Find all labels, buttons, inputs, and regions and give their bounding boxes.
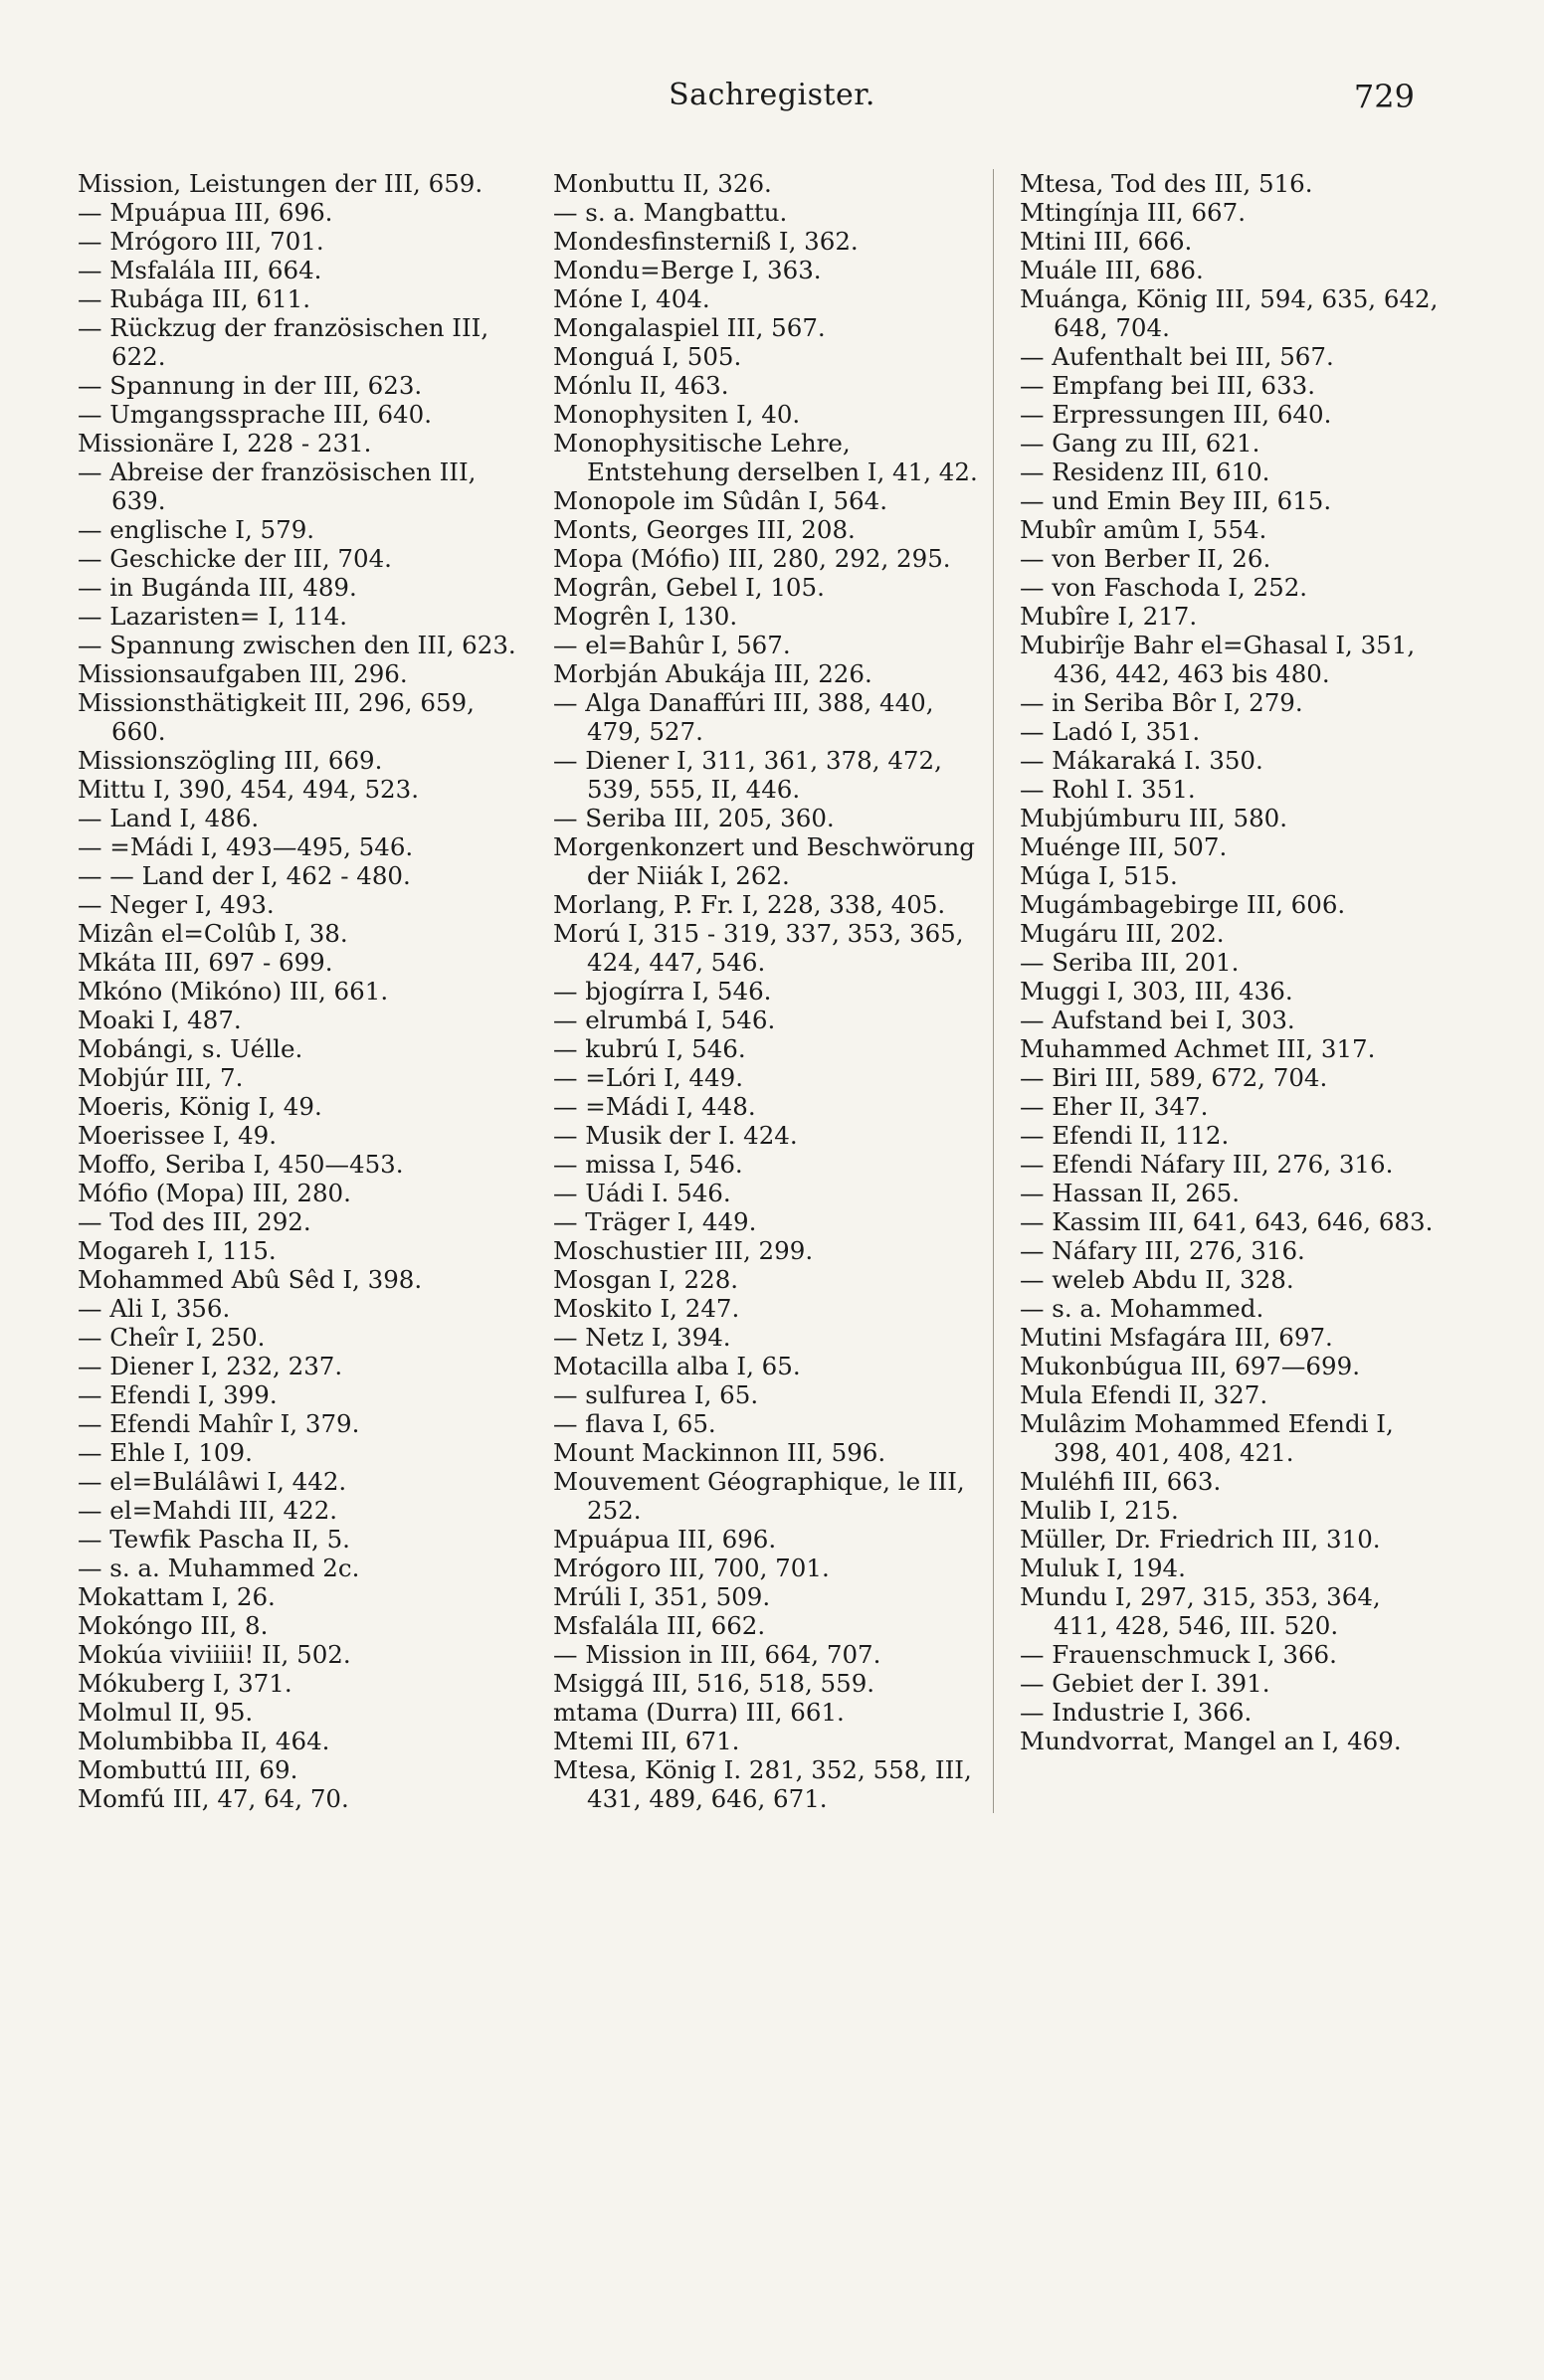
index-entry: Mizân el=Colûb I, 38.: [78, 919, 348, 948]
index-entry: — Ehle I, 109.: [78, 1438, 253, 1467]
index-entry: Mobjúr III, 7.: [78, 1063, 244, 1092]
index-entry: — Kassim III, 641, 643, 646, 683.: [1020, 1207, 1434, 1236]
index-entry: Molumbibba II, 464.: [78, 1727, 330, 1755]
index-entry: — Frauenschmuck I, 366.: [1020, 1640, 1337, 1669]
index-entry: Móne I, 404.: [553, 284, 710, 313]
index-entry: — Mpuápua III, 696.: [78, 198, 333, 227]
index-entry: Mubjúmburu III, 580.: [1020, 804, 1288, 832]
index-entry: — Diener I, 311, 361, 378, 472, 539, 555, II, 446.: [553, 746, 942, 804]
index-entry: — Abreise der französischen III, 639.: [78, 458, 477, 515]
index-entry: — Efendi I, 399.: [78, 1380, 278, 1409]
index-entry: — Gang zu III, 621.: [1020, 429, 1260, 458]
index-entry: Mundvorrat, Mangel an I, 469.: [1020, 1727, 1402, 1755]
index-entry: Monbuttu II, 326.: [553, 169, 772, 198]
index-entry: — Cheîr I, 250.: [78, 1323, 266, 1352]
index-entry: — von Berber II, 26.: [1020, 544, 1271, 573]
index-entry: mtama (Durra) III, 661.: [553, 1698, 845, 1727]
index-entry: — Rückzug der französischen III, 622.: [78, 313, 489, 371]
index-entry: Monopole im Sûdân I, 564.: [553, 486, 888, 515]
index-entry: Missionsthätigkeit III, 296, 659, 660.: [78, 688, 475, 746]
index-entry: Mkáta III, 697 - 699.: [78, 948, 333, 977]
index-entry: Mission, Leistungen der III, 659.: [78, 169, 483, 198]
index-entry: Muénge III, 507.: [1020, 832, 1228, 861]
index-entry: Mundu I, 297, 315, 353, 364, 411, 428, 546, III. 520.: [1020, 1582, 1381, 1640]
index-entry: — weleb Abdu II, 328.: [1020, 1265, 1294, 1294]
index-entry: — Ali I, 356.: [78, 1294, 231, 1323]
index-entry: — el=Bulálâwi I, 442.: [78, 1467, 347, 1496]
index-entry: Mongalaspiel III, 567.: [553, 313, 826, 342]
index-entry: — Aufstand bei I, 303.: [1020, 1006, 1295, 1034]
index-entry: Morú I, 315 - 319, 337, 353, 365, 424, 447, 546.: [553, 919, 964, 977]
index-entry: Mrúli I, 351, 509.: [553, 1582, 771, 1611]
index-entry: Mkóno (Mikóno) III, 661.: [78, 977, 389, 1006]
index-entry: — Musik der I. 424.: [553, 1121, 798, 1150]
index-entry: Missionäre I, 228 - 231.: [78, 429, 372, 458]
index-entry: Mulâzim Mohammed Efendi I, 398, 401, 408, 421.: [1020, 1409, 1394, 1467]
index-entry: — Umgangssprache III, 640.: [78, 400, 433, 429]
index-entry: — s. a. Muhammed 2c.: [78, 1554, 360, 1582]
index-entry: Mtesa, König I. 281, 352, 558, III, 431, 489, 646, 671.: [553, 1755, 972, 1813]
index-entry: Msiggá III, 516, 518, 559.: [553, 1669, 875, 1698]
index-entry: — Aufenthalt bei III, 567.: [1020, 342, 1334, 371]
index-entry: Morbján Abukája III, 226.: [553, 659, 872, 688]
index-entry: — missa I, 546.: [553, 1150, 743, 1179]
index-entry: — Tewfik Pascha II, 5.: [78, 1525, 350, 1554]
index-entry: Mubîre I, 217.: [1020, 602, 1198, 631]
index-entry: Moskito I, 247.: [553, 1294, 740, 1323]
index-entry: — Lazaristen= I, 114.: [78, 602, 348, 631]
index-entry: Monophysitische Lehre, Entstehung derselben I, 41, 42.: [553, 429, 978, 486]
index-entry: Monts, Georges III, 208.: [553, 515, 856, 544]
index-entry: — Neger I, 493.: [78, 890, 275, 919]
index-entry: — Eher II, 347.: [1020, 1092, 1209, 1121]
index-columns: [78, 169, 1450, 1813]
index-entry: Muléhfi III, 663.: [1020, 1467, 1222, 1496]
index-entry: — Spannung in der III, 623.: [78, 371, 423, 400]
index-entry: Múga I, 515.: [1020, 861, 1178, 890]
index-entry: — Residenz III, 610.: [1020, 458, 1270, 486]
index-entry: Mount Mackinnon III, 596.: [553, 1438, 886, 1467]
index-entry: Mófio (Mopa) III, 280.: [78, 1179, 351, 1207]
index-entry: Mtingínja III, 667.: [1020, 198, 1246, 227]
index-entry: — Biri III, 589, 672, 704.: [1020, 1063, 1328, 1092]
index-entry: — in Seriba Bôr I, 279.: [1020, 688, 1303, 717]
index-entry: — Seriba III, 201.: [1020, 948, 1240, 977]
index-entry: — Efendi II, 112.: [1020, 1121, 1230, 1150]
index-entry: Msfalála III, 662.: [553, 1611, 766, 1640]
index-entry: — Industrie I, 366.: [1020, 1698, 1253, 1727]
index-column-2: [535, 169, 993, 1813]
index-entry: — s. a. Mohammed.: [1020, 1294, 1264, 1323]
index-entry: Monophysiten I, 40.: [553, 400, 801, 429]
index-entry: Moerissee I, 49.: [78, 1121, 278, 1150]
index-entry: — Gebiet der I. 391.: [1020, 1669, 1270, 1698]
index-entry: Moffo, Seriba I, 450—453.: [78, 1150, 404, 1179]
page-number: 729: [1353, 78, 1415, 115]
index-entry: — Rubága III, 611.: [78, 284, 311, 313]
index-entry: — englische I, 579.: [78, 515, 315, 544]
index-entry: Mogrân, Gebel I, 105.: [553, 573, 825, 602]
index-entry: — Efendi Náfary III, 276, 316.: [1020, 1150, 1394, 1179]
index-entry: — bjogírra I, 546.: [553, 977, 772, 1006]
index-entry: — Náfary III, 276, 316.: [1020, 1236, 1305, 1265]
index-entry: — Msfalála III, 664.: [78, 256, 322, 284]
index-entry: Mrógoro III, 700, 701.: [553, 1554, 830, 1582]
index-entry: — Ladó I, 351.: [1020, 717, 1201, 746]
index-entry: Muluk I, 194.: [1020, 1554, 1186, 1582]
index-column-1: [78, 169, 535, 1813]
index-entry: Mókuberg I, 371.: [78, 1669, 292, 1698]
index-entry: — Träger I, 449.: [553, 1207, 757, 1236]
index-entry: — =Mádi I, 493—495, 546.: [78, 832, 414, 861]
index-entry: Moeris, König I, 49.: [78, 1092, 322, 1121]
index-entry: Moaki I, 487.: [78, 1006, 242, 1034]
running-title: Sachregister.: [669, 78, 875, 112]
index-entry: — Spannung zwischen den III, 623.: [78, 631, 516, 659]
index-entry: Mombuttú III, 69.: [78, 1755, 298, 1784]
index-entry: Motacilla alba I, 65.: [553, 1352, 801, 1380]
index-entry: Mpuápua III, 696.: [553, 1525, 777, 1554]
index-entry: — Alga Danaffúri III, 388, 440, 479, 527.: [553, 688, 934, 746]
index-entry: Mubirîje Bahr el=Ghasal I, 351, 436, 442, 463 bis 480.: [1020, 631, 1416, 688]
index-entry: — =Mádi I, 448.: [553, 1092, 756, 1121]
index-entry: Morlang, P. Fr. I, 228, 338, 405.: [553, 890, 946, 919]
index-entry: Molmul II, 95.: [78, 1698, 254, 1727]
page-header: [0, 78, 1544, 127]
index-entry: Mukonbúgua III, 697—699.: [1020, 1352, 1360, 1380]
index-entry: Mokattam I, 26.: [78, 1582, 276, 1611]
index-entry: — Land I, 486.: [78, 804, 260, 832]
index-entry: Mittu I, 390, 454, 494, 523.: [78, 775, 419, 804]
index-entry: — Hassan II, 265.: [1020, 1179, 1241, 1207]
index-entry: Mogrên I, 130.: [553, 602, 738, 631]
index-entry: — Geschicke der III, 704.: [78, 544, 392, 573]
index-entry: — — Land der I, 462 - 480.: [78, 861, 411, 890]
index-entry: Mubîr amûm I, 554.: [1020, 515, 1267, 544]
index-entry: Mondu=Berge I, 363.: [553, 256, 822, 284]
index-entry: Monguá I, 505.: [553, 342, 742, 371]
index-entry: Morgenkonzert und Beschwörung der Niiák I, 262.: [553, 832, 975, 890]
index-entry: Muhammed Achmet III, 317.: [1020, 1034, 1376, 1063]
index-entry: Mulib I, 215.: [1020, 1496, 1179, 1525]
index-entry: Missionszögling III, 669.: [78, 746, 383, 775]
index-entry: Muále III, 686.: [1020, 256, 1204, 284]
index-entry: — Uádi I. 546.: [553, 1179, 731, 1207]
index-entry: Mouvement Géographique, le III, 252.: [553, 1467, 965, 1525]
index-entry: — Rohl I. 351.: [1020, 775, 1196, 804]
index-entry: Mula Efendi II, 327.: [1020, 1380, 1268, 1409]
index-entry: — el=Bahûr I, 567.: [553, 631, 791, 659]
index-entry: — Efendi Mahîr I, 379.: [78, 1409, 360, 1438]
index-entry: — von Faschoda I, 252.: [1020, 573, 1308, 602]
index-entry: Mogareh I, 115.: [78, 1236, 277, 1265]
index-entry: Mónlu II, 463.: [553, 371, 729, 400]
index-entry: — s. a. Mangbattu.: [553, 198, 788, 227]
index-entry: — sulfurea I, 65.: [553, 1380, 759, 1409]
index-entry: Mtemi III, 671.: [553, 1727, 740, 1755]
index-entry: — =Lóri I, 449.: [553, 1063, 743, 1092]
index-entry: Mopa (Mófio) III, 280, 292, 295.: [553, 544, 951, 573]
index-entry: — kubrú I, 546.: [553, 1034, 746, 1063]
index-entry: — Mission in III, 664, 707.: [553, 1640, 881, 1669]
index-entry: Mugámbagebirge III, 606.: [1020, 890, 1346, 919]
index-entry: — Seriba III, 205, 360.: [553, 804, 835, 832]
index-entry: — Erpressungen III, 640.: [1020, 400, 1332, 429]
index-entry: — Netz I, 394.: [553, 1323, 731, 1352]
index-entry: Mutini Msfagára III, 697.: [1020, 1323, 1333, 1352]
index-entry: — Mrógoro III, 701.: [78, 227, 324, 256]
index-entry: Mokóngo III, 8.: [78, 1611, 269, 1640]
index-entry: — Tod des III, 292.: [78, 1207, 311, 1236]
index-entry: — elrumbá I, 546.: [553, 1006, 776, 1034]
index-entry: — el=Mahdi III, 422.: [78, 1496, 338, 1525]
index-entry: Moschustier III, 299.: [553, 1236, 814, 1265]
index-entry: Mugáru III, 202.: [1020, 919, 1225, 948]
index-entry: Mtesa, Tod des III, 516.: [1020, 169, 1313, 198]
index-entry: Mondesfinsterniß I, 362.: [553, 227, 859, 256]
index-entry: Momfú III, 47, 64, 70.: [78, 1784, 349, 1813]
index-entry: — flava I, 65.: [553, 1409, 716, 1438]
index-entry: Mokúa viviiiii! II, 502.: [78, 1640, 351, 1669]
index-entry: — in Bugánda III, 489.: [78, 573, 357, 602]
index-entry: Mobángi, s. Uélle.: [78, 1034, 303, 1063]
index-entry: Missionsaufgaben III, 296.: [78, 659, 408, 688]
index-entry: Müller, Dr. Friedrich III, 310.: [1020, 1525, 1381, 1554]
index-entry: Muánga, König III, 594, 635, 642, 648, 704.: [1020, 284, 1439, 342]
index-entry: Muggi I, 303, III, 436.: [1020, 977, 1293, 1006]
index-entry: Mosgan I, 228.: [553, 1265, 739, 1294]
index-entry: — Mákaraká I. 350.: [1020, 746, 1263, 775]
index-entry: Mtini III, 666.: [1020, 227, 1193, 256]
index-entry: — und Emin Bey III, 615.: [1020, 486, 1332, 515]
index-column-3: [993, 169, 1450, 1813]
index-entry: — Empfang bei III, 633.: [1020, 371, 1315, 400]
index-entry: — Diener I, 232, 237.: [78, 1352, 343, 1380]
index-entry: Mohammed Abû Sêd I, 398.: [78, 1265, 423, 1294]
